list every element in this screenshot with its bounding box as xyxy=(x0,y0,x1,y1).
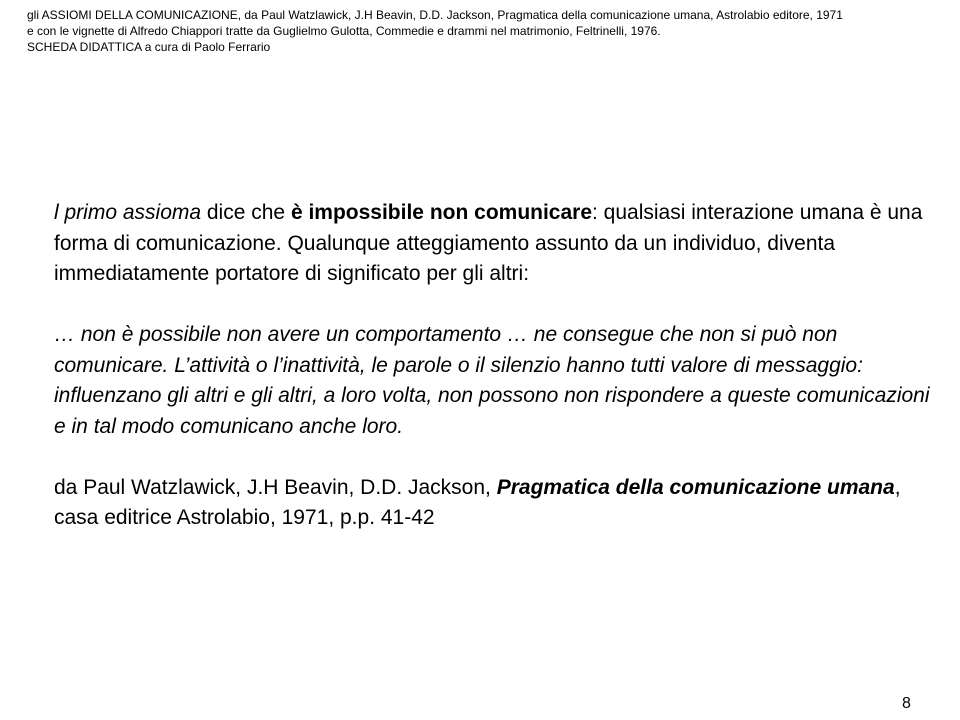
header-line-1: gli ASSIOMI DELLA COMUNICAZIONE, da Paul Watzlawick, J.H Beavin, D.D. Jackson, Pragmatica della comunicazione umana, Astrolabio editore, 1971 xyxy=(27,8,843,22)
axiom-emphasis: è impossibile non comunicare xyxy=(290,201,593,224)
header-line-3: SCHEDA DIDATTICA a cura di Paolo Ferrario xyxy=(27,40,271,54)
page-number: 8 xyxy=(902,695,911,712)
quote-text: … non è possibile non avere un comportamento … ne consegue che non si può non comunicare. L’attività o l’inattività, le parole o il silenzio hanno tutti valore di messaggio: influenzano gli altri e gli altri, a loro volta, non possono non rispondere a queste comunicazioni e in tal modo comunicano anche loro. xyxy=(54,323,930,438)
source-text-2: , casa editrice Astrolabio, 1971, p.p. 41-42 xyxy=(54,475,901,529)
main-content xyxy=(54,198,934,534)
header-line-2: e con le vignette di Alfredo Chiappori tratte da Guglielmo Gulotta, Commedie e drammi nel matrimonio, Feltrinelli, 1976. xyxy=(27,24,661,38)
axiom-text-1: dice che xyxy=(201,201,291,224)
first-axiom-paragraph xyxy=(54,198,934,290)
axiom-text-2: : qualsiasi interazione umana è una forma di comunicazione. Qualunque atteggiamento assunto da un individuo, diventa immediatamente portatore di significato per gli altri: xyxy=(54,201,923,285)
source-paragraph xyxy=(54,473,934,534)
axiom-lead: l primo assioma xyxy=(54,201,202,224)
quote-paragraph xyxy=(54,320,934,442)
book-title: Pragmatica della comunicazione umana xyxy=(496,475,895,499)
header-citation xyxy=(27,7,947,55)
source-text-1: da Paul Watzlawick, J.H Beavin, D.D. Jackson, xyxy=(54,475,497,499)
